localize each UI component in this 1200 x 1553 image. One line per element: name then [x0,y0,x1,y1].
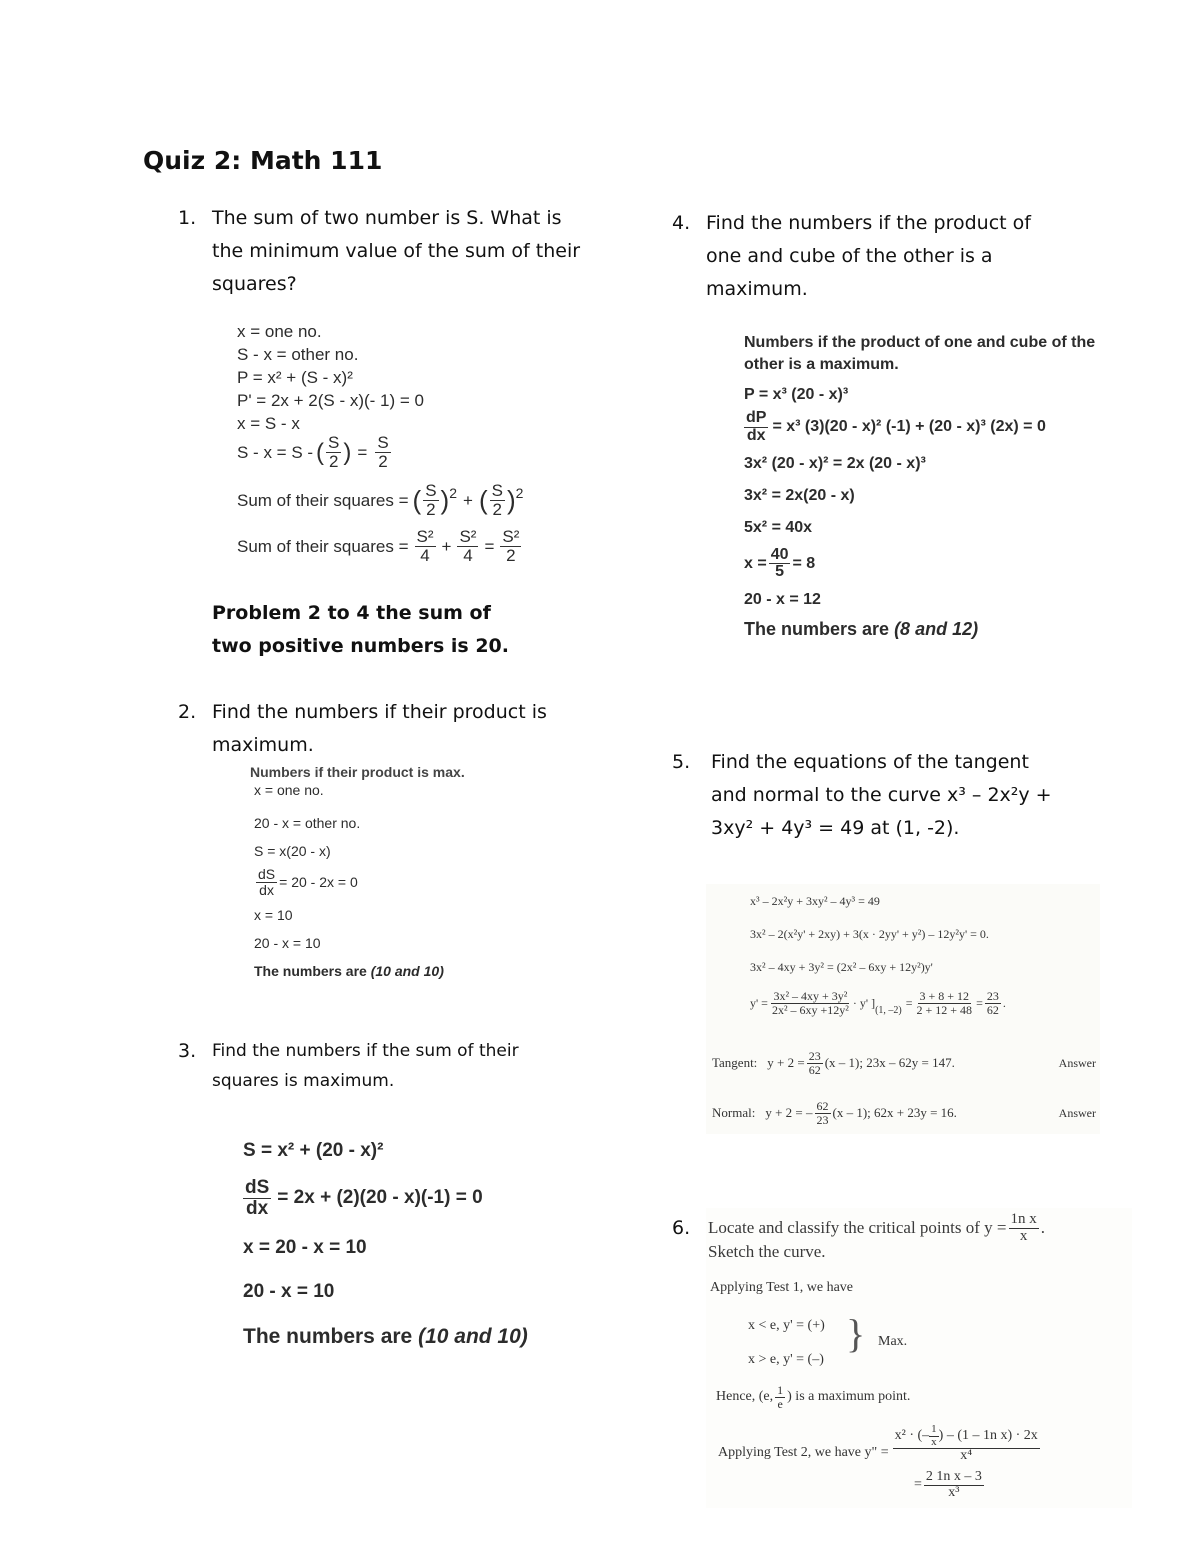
solution-line: x³ – 2x²y + 3xy² – 4y³ = 49 [750,894,880,908]
solution-answer: The numbers are (8 and 12) [744,619,979,640]
solution-line: Numbers if their product is max. [250,764,465,780]
solution-line: x = 20 - x = 10 [243,1236,367,1258]
solution-line: S = x(20 - x) [254,843,331,859]
solution-answer: The numbers are (10 and 10) [243,1324,528,1348]
tangent-line: Tangent: y + 2 = $\frac{23}{62}$ (x – 1); 23x – 62y = 147. Answer [712,1049,1096,1077]
question-text: Find the numbers if the product of one and cube of the other is a maximum. [706,212,1031,300]
solution-line: 20 - x = other no. [254,815,361,831]
solution-line: 3x² (20 - x)² = 2x (20 - x)³ [744,454,926,472]
q4-solution [744,332,1124,640]
solution-line: S = x² + (20 - x)² [243,1140,384,1161]
solution-line: x < e, y' = (+) [748,1318,825,1333]
solution-line: 3x² – 4xy + 3y² = (2x² – 6xy + 12y²)y' [750,960,933,974]
q2-solution [250,764,465,979]
solution-line: x > e, y' = (–) [748,1352,824,1367]
solution-line: Numbers if the product of one and cube of the other is a maximum. [744,334,1096,373]
question-number: 2. [178,701,197,723]
question-text: Find the equations of the tangent and normal to the curve x³ – 2x²y + 3xy² + 4y³ = 49 at (1, -2). [711,751,1052,839]
solution-derivative: $\frac{dP}{dx}$ = x³ (3)(20 - x)² (-1) + (20 - x)³ (2x) = 0 [746,409,1046,444]
question-4 [672,207,1046,306]
question-2 [178,696,572,762]
q1-solution [237,320,424,435]
page-title: Quiz 2: Math 111 [143,146,383,175]
question-number: 3. [178,1040,197,1062]
solution-line: 20 - x = 12 [744,591,821,609]
solution-line: = $\frac{\text{2 1n x – 3}}{\text{x³}}$ [914,1469,982,1500]
solution-line: 3x² = 2x(20 - x) [744,486,855,504]
question-5 [672,746,1066,845]
solution-derivative: $\frac{dS}{dx}$ = 2x + (2)(20 - x)(-1) = 0 [245,1177,483,1219]
q1-sum-squares-2: Sum of their squares = $\frac{\text{S²}}{4}$ + $\frac{\text{S²}}{4}$ = $\frac{\text{S²}}{2}$ [237,527,520,565]
question-3 [178,1036,552,1096]
solution-line: Max. [878,1334,908,1349]
question-text: Sketch the curve. [708,1242,826,1261]
solution-line: 3x² – 2(x²y' + 2xy) + 3(x · 2yy' + y²) – 12y²y' = 0. [750,927,989,941]
q3-solution [243,1140,528,1349]
solution-derivative: y' = $\frac{\text{3x² – 4xy + 3y²}}{\text{2x² – 6xy +12y²}}$ · y' ] $_{(1, -2)}$ = $\frac{3 + 8 + 12}{2 + 12 + 48}$ = $\frac{23}{62}$ . [750,989,1006,1017]
solution-line: S - x = other no. [237,345,359,364]
normal-line: Normal: y + 2 = – $\frac{62}{23}$ (x – 1); 62x + 23y = 16. Answer [712,1099,1096,1127]
question-text: Locate and classify the critical points of y = $\frac{\text{1n x}}{x}$ . [708,1211,1045,1244]
problem-note: Problem 2 to 4 the sum of two positive numbers is 20. [212,602,509,657]
question-text: The sum of two number is S. What is the minimum value of the sum of their squares? [212,207,581,295]
solution-line: 20 - x = 10 [254,935,321,952]
question-text: Find the numbers if the sum of their squares is maximum. [212,1041,519,1091]
solution-derivative: $\frac{dS}{dx}$ = 20 - 2x = 0 [258,866,358,898]
solution-line: 20 - x = 10 [243,1280,335,1302]
solution-line: x = one no. [254,782,324,798]
solution-line: Applying Test 1, we have [710,1280,854,1295]
question-number: 5. [672,751,691,773]
solution-line: P = x³ (20 - x)³ [744,386,849,403]
solution-line: x = S - x [237,414,300,433]
solution-line: P = x² + (S - x)² [237,368,353,387]
solution-line: P' = 2x + 2(S - x)(- 1) = 0 [237,391,424,410]
question-1 [178,202,582,301]
q1-sum-squares-1: Sum of their squares = ( $\frac{S}{2}$ ) $^2$ + ( $\frac{S}{2}$ ) $^2$ [237,481,524,519]
solution-line: Applying Test 2, we have y" = x² · (– $\frac{1}{x}$ ) – (1 – 1n x) · 2x x⁴ [718,1423,1038,1464]
solution-line: 5x² = 40x [744,518,813,536]
question-number: 1. [178,207,197,229]
solution-answer: The numbers are (10 and 10) [254,963,444,980]
solution-line: x = one no. [237,322,322,341]
brace-icon: } [846,1311,866,1356]
question-6-number: 6. [672,1217,691,1239]
solution-line: x = 10 [254,907,293,924]
question-text: Find the numbers if their product is maximum. [212,701,547,756]
q1-s-line: S - x = S - ( $\frac{S}{2}$ ) = $\frac{S}{2}$ [237,433,389,471]
question-number: 4. [672,212,691,234]
solution-line: Hence, (e, $\frac{1}{e}$ ) is a maximum point. [716,1383,911,1411]
q6-scanned-solution [706,1208,1132,1508]
solution-fraction: x = $\frac{40}{5}$ = 8 [744,545,816,581]
q5-scanned-solution [706,884,1100,1134]
